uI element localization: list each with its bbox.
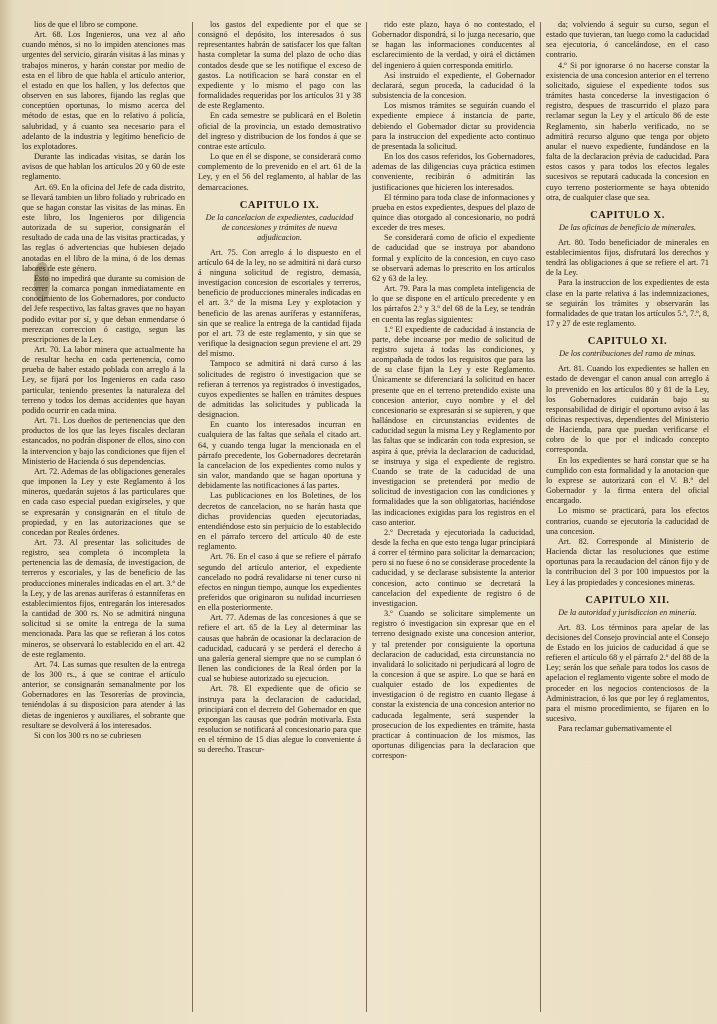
paragraph: Art. 75. Con arreglo á lo dispuesto en el artículo 64 de la ley, no se admitirá ni dará curso á ninguna solicitud de registro, demasía, investigacion concesion de escoriales y terreros, beneficio de producciones minerales indicadas en el art. 3.º de la misma Ley y explotacion y beneficio de las arenas auríferas y estanníferas, sin que se realice la entrega de la cantidad fijada por el art. 73 de este reglamento, y sin que se verifique la designacion segun previene el art. 29 del mismo.	[198, 247, 361, 359]
paragraph: Art. 72. Ademas de las obligaciones generales que imponen la Ley y este Reglamento á los mineros, quedarán sujetos á las particulares que en cada caso especial puedan exigírseles, y que se expresarán y consignarán en el título de propiedad, y en las autorizaciones que se concedan por Reales órdenes.	[22, 466, 185, 537]
paragraph: Para reclamar gubernativamente el	[558, 724, 672, 734]
paragraph: Lo mismo se practicará, para los efectos contrarios, cuando se ejecutoría la caducidad de una concesion.	[546, 506, 709, 536]
paragraph: Para la instruccion de los expedientes de esta clase en la parte relativa á las indemnizaciones, se seguirán los trámites y observarán las formalidades de que tratan los artículos 5.º, 7.º, 8, 17 y 27 de este reglamento.	[546, 278, 709, 329]
paragraph: Los mismos trámites se seguirán cuando el expediente empiece á instancia de parte, debiendo el Gobernador dictar su providencia para la instruccion del expediente acto continuo de presentada la solicitud.	[372, 101, 535, 151]
paragraph: 4.º Si por ignorarse ó no hacerse constar la existencia de una concesion anterior en el terreno solicitado, siguiese el expediente todos sus trámites hasta concederse la investigacion ó registro, despues de trascurrido el plazo para reclamar segun la Ley y el artículo 86 de este Reglamento, sin haberlo verificado, no se admitirá recurso alguno que tenga por objeto anular el nuevo expediente, fundándose en la falta de la declaracion prévia de caducidad. Para estos casos y para todos los efectos legales sucesivos se reputará caducada la concesion en cuyo terreno posteriormente se haya obtenido otra, de cualquier clase que sea.	[546, 60, 709, 202]
chapter-subtitle: De los contribuciones del ramo de minas.	[559, 349, 696, 359]
paragraph: 3.º Cuando se solicitare simplemente un registro ó investigacion sin expresar que en el terreno designado existe una concesion anterior, y tal pretender por consiguiente la oportuna declaracion de caducidad, esta circunstancia no invalidará lo solicitado ni perjudicará al logro de la concesion á que se aspire. Lo que se hará en cualquier estado de los expedientes de investigacion ó de registro en cuanto llegase á constar la existencia de una concesion anterior no caducada legalmente, será suspender la prosecucion de los expedientes en trámite, hasta practicar á continuacion de los mismos, las oportunas diligencias para la declaracion que correspon-	[372, 609, 535, 761]
paragraph: Si con los 300 rs no se cubriesen	[34, 730, 142, 740]
paragraph: El término para toda clase de informaciones y prueba en estos expedientes, despues del plazo de quince dias otorgado al concesionario, no podrá exceder de tres meses.	[372, 192, 535, 233]
paragraph: da; volviendo á seguir su curso, segun el estado que tuvieran, tan luego como la caducidad sea ejecutoria, ó cancelándose, en el caso contrario.	[546, 20, 709, 60]
chapter-heading: CAPITULO IX.	[239, 199, 320, 211]
paragraph: Art. 83. Los términos para apelar de las decisiones del Consejo provincial ante el Consejo de Estado en los juicios de caducidad á que se refieren el artículo 68 y el párrafo 2.º del 88 de la Ley; serán los que señale para todos los casos de apelacion el reglamento vigente sobre el modo de proceder en los negocios contenciosos de la Administracion, ó los que por ley ó reglamentos, para el mismo procedimiento, se fijaren en lo sucesivo.	[546, 622, 709, 724]
paragraph: Tampoco se admitirá ni dará curso á las solicitudes de registro ó investigacion que se refieran á terrenos ya registrados ó investigados, cuyos expedientes se hallen en trámites despues de admitidas las solicitudes y publicada la designacion.	[198, 359, 361, 420]
paragraph: En cuanto los interesados incurran en cualquiera de las faltas que señala el citado art. 64, y cuando tenga lugar la mencionada en el párrafo precedente, los Gobernadores decretarán la cancelacion de los expedientes como nulos y sin valor, mandando que se hagan oportuna y debidamente las notificaciones á las partes.	[198, 420, 361, 491]
paragraph: Lo que en él se dispone, se considerará como complemento de lo prevenido en el art. 61 de la Ley, y en el 56 del reglamento, al hablar de las demarcaciones.	[198, 152, 361, 192]
column-rule	[192, 22, 193, 1012]
chapter-heading: CAPITULO XII.	[585, 594, 670, 606]
text-column-3	[372, 20, 535, 1016]
paragraph: Art. 68. Los Ingenieros, una vez al año cuando ménos, si no lo impiden atenciones mas urgentes del servicio, girarán visitas á las minas y trabajos mineros, y harán constar por medio de esta en el libro de que habla el artículo anterior, el estado en que los hallen, y los defectos que observen en sus labores, fijando las reglas que conceptúen oportunas, lo mismo acerca del método de estas, que en lo relativo á policía, salubridad, y á cuanto sea necesario para el adelanto de la industria y legítimo beneficio de los explotadores.	[22, 30, 185, 151]
paragraph: En los expedientes se hará constar que se ha cumplido con esta formalidad y la anotacion que lo exprese se autorizará con el V. B.º del Gobernador y la firma entera del oficial encargado.	[546, 455, 709, 506]
column-rule	[540, 22, 541, 1012]
paragraph: Art. 77. Ademas de las concesiones á que se refiere el art. 65 de la Ley al determinar las causas que habrán de ocasionar la declaracion de caducidad, caducará y se perderá el derecho á una galería general siempre que no se cumplan ó llenen las condiciones de la Real órden por la cual se hubiese autorizado su ejecucion.	[198, 613, 361, 684]
chapter-heading: CAPITULO XI.	[587, 336, 668, 348]
text-column-2	[198, 20, 361, 1016]
paragraph: Art. 71. Los dueños de pertenencias que den productos de los que las leyes fiscales declaran estancados, no podrán disponer de ellos, sino con la intervencion y bajo las condiciones que fijen el Ministerio de Hacienda ó sus dependencias.	[22, 416, 185, 466]
paragraph: lios de que el libro se compone.	[34, 20, 138, 29]
paragraph: rido este plazo, haya ó no contestado, el Gobernador dispondrá, si lo juzga necesario, que se hagan las informaciones conducentes al esclarecimiento de la verdad, y oirá el dictámen del ingeniero á quien corresponda emitirlo.	[372, 20, 535, 70]
paragraph: Durante las indicadas visitas, se darán los avisos de que hablan los artículos 20 y 60 de este reglamento.	[22, 152, 185, 182]
paragraph: Art. 69. En la oficina del Jefe de cada distrito, se llevará tambien un libro foliado y rubricado en que se hagan constar las visitas de las minas. En este libro, los Ingenieros por diligencia autorizada de su superior, consignarán el resultado de cada una de las visitas practicadas, y las reglas ó advertencias que hubiesen dejado anotadas en el libro de la mina, ó de los demas labores de este género.	[22, 182, 185, 273]
paragraph: 1.º El expediente de caducidad á instancia de parte, debe incoarse por medio de solicitud de registro sujeta á todas las condiciones, y acompañada de todos los requisitos que para las de su clase fijan la Ley y este Reglamento. Únicamente se diferenciará la solicitud en hacer presente que en el terreno pretendido existe una concesion anterior, cuyo nombre y el del concesionario se expresarán si se supieren, y que hallándose en circunstancias evidentes de caducidad segun la misma Ley y Reglamento por las faltas que se indicarán con toda expresion, se aspira á que, prévia la declaracion de caducidad, se instruya y siga el expediente de registro. Cuando se trate de la caducidad de una investigacion se pretenderá por medio de solicitud de investigacion con las condiciones y formalidades que la son obligatorias, haciéndose las indicaciones exigidas para los registros en el caso anterior.	[372, 324, 535, 527]
chapter-subtitle: De las oficinas de beneficio de minerales.	[558, 222, 697, 232]
paragraph: Las publicaciones en los Boletines, de los decretos de cancelacion, no se harán hasta que dichas providencias queden ejecutoriadas, entendiéndose esto sin perjuicio de lo establecido en el párrafo tercero del artículo 40 de este reglamento.	[198, 491, 361, 552]
paragraph: Esto no impedirá que durante su comision de recorrer la comarca pongan inmediatamente en conocimiento de los Gobernadores, por conducto del Jefe respectivo, las faltas graves que no hayan podido evitar por sí, y que deban enmendarse ó merezcan correccion ó castigo, segun las prescripciones de la Ley.	[22, 273, 185, 344]
column-rule	[366, 22, 367, 1012]
chapter-subtitle: De la autoridad y jurisdiccion en minería.	[558, 607, 697, 617]
paragraph: los gastos del expediente por el que se consignó el depósito, los interesados ó sus representantes habrán de satisfacer los que faltan hasta completar la suma del plazo de ocho dias contados desde que se les notifique el exceso de gastos. La notificacion se hará constar en el expediente y lo mismo el pago con las formalidades requeridas por los artículos 31 y 38 de este Reglamento.	[198, 20, 361, 111]
paragraph: Art. 79. Para la mas completa inteligencia de lo que se dispone en el artículo precedente y en los párrafos 2.º y 3.º del 68 de la Ley, se tendrán en cuenta las reglas siguientes:	[372, 284, 535, 324]
paragraph: Art. 82. Corresponde al Ministerio de Hacienda dictar las resoluciones que estime oportunas para la recaudacion del cánon fijo y de la contribucion del 3 por 100 impuestos por la Ley á las propiedades y concesiones mineras.	[546, 536, 709, 587]
paragraph: En cada semestre se publicará en el Boletin oficial de la provincia, un estado demostrativo del ingreso y distribucion de los fondos á que se contrae este artículo.	[198, 111, 361, 151]
paragraph: Art. 70. La labor minera que actualmente ha de resultar hecha en cada pertenencia, como prueba de haber estado poblada con arreglo á la Ley, se fijará por los Ingenieros en cada caso particular, teniendo presentes la naturaleza del terreno y todos los demas accidentes que hayan podido ocurrir en cada mina.	[22, 345, 185, 415]
paragraph: Art. 81. Cuando los expedientes se hallen en estado de devengar el canon anual con arreglo á lo prevenido en los artículos 80 y 81 de la Ley, los Gobernadores cuidarán bajo su responsabilidad de dirigir el oportuno aviso á las oficinas respectivas, dependientes del Ministerio de Hacienda, para que puedan verificarse el cobro de lo que por el indicado concepto corresponda.	[546, 364, 709, 455]
text-column-4	[546, 20, 709, 1016]
chapter-heading: CAPITULO X.	[590, 209, 665, 221]
paragraph: Art. 78. El expediente que de oficio se instruya para la declaracion de caducidad, principiará con el decreto del Gobernador en que expongan las causas que podrán motivarla. Esta resolucion se notificará al concesionario para que en el término de 15 dias alegue lo conveniente á su derecho. Trascur-	[198, 684, 361, 755]
text-column-1	[22, 20, 185, 1016]
paragraph: 2.º Decretada y ejecutoriada la caducidad, desde la fecha en que esto tenga lugar principiará á correr el término para solicitar la demarcacion; pero si no fuese ó no se considerase procedente la caducidad, y se declarase subsistente la anterior concesion, acto continuo se decretará la cancelacion del expediente de registro ó de investigacion.	[372, 527, 535, 608]
paragraph: Art. 73. Al presentar las solicitudes de registro, sea completa ó incompleta la pertenencia las de demasía, de investigacion, de terreros y escoriales, y las de beneficio de las producciones minerales indicadas en el art. 3.º de la Ley, y de las arenas auríferas ó estanníferas en establecimientos fijos, entregarán los interesados la cantidad de 300 rs. No se admitirá ninguna solicitud si se omite la entrega de la suma mencionada. Para las que se refieran á los cotos mineros, se observará lo establecido en el art. 42 de este reglamento.	[22, 537, 185, 659]
paragraph: En los dos casos referidos, los Gobernadores, ademas de las diligencias cuya práctica estimen conveniente, recibirán ó admitirán las justificaciones que hicieren los interesados.	[372, 152, 535, 192]
chapter-subtitle: De la cancelacion de expedientes, caducidad de concesiones y trámites de nueva adjudicacion.	[205, 212, 354, 242]
paragraph: Se considerará como de oficio el expediente de caducidad que se instruya por abandono formal y explícito de la concesion, en cuyo caso se observará ademas lo prescrito en los artículos 62 y 63 de la ley.	[372, 233, 535, 283]
paragraph: Art. 80. Todo beneficiador de minerales en establecimientos fijos, disfrutará los derechos y tendrá las obligaciones á que se refiere el art. 71 de la Ley.	[546, 237, 709, 278]
paragraph: Así instruido el expediente, el Gobernador declarará, segun proceda, la caducidad ó la subsistencia de la concesion.	[372, 70, 535, 101]
paragraph: Art. 76. En el caso á que se refiere el párrafo segundo del artículo anterior, el expediente cancelado no podrá revalidarse ni tener curso ni efectos en ningun tiempo, aunque los expedientes preferidos que originaron su nulidad incurriesen en ella posteriormente.	[198, 552, 361, 613]
paragraph: Art. 74. Las sumas que resulten de la entrega de los 300 rs., á que se contrae el artículo anterior, se consignarán semanalmente por los Gobernadores en las Tesorerías de provincia, teniéndolas á su disposicion para atender á las dietas de ingenieros y auxiliares, el sobrante que resultare se devolverá á los interesados.	[22, 659, 185, 730]
